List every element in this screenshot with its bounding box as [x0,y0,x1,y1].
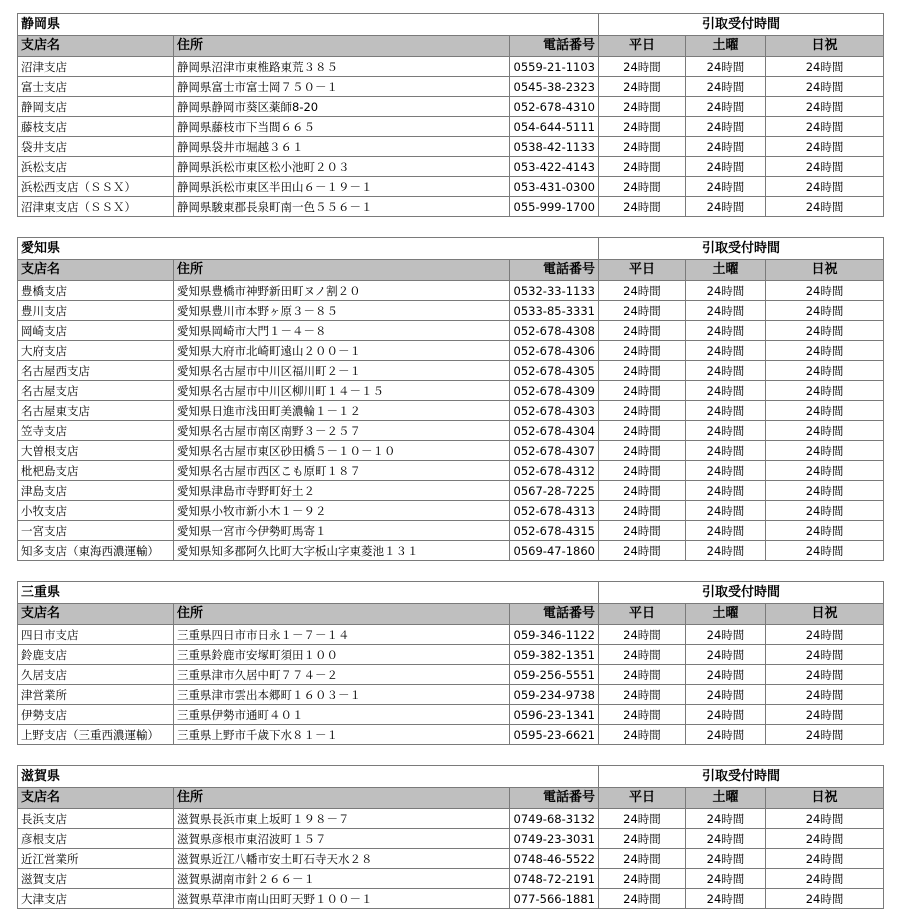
branch-phone: 052-678-4304 [510,421,599,441]
hours-saturday: 24時間 [686,157,766,177]
branch-name: 名古屋支店 [18,381,174,401]
hours-sunday-holiday: 24時間 [766,117,884,137]
prefecture-header-spacer [174,238,599,260]
branch-phone: 052-678-4313 [510,501,599,521]
hours-saturday: 24時間 [686,461,766,481]
header-branch: 支店名 [18,36,174,57]
table-row [18,401,884,421]
branch-address: 静岡県袋井市堀越３６１ [174,137,510,157]
branch-name: 小牧支店 [18,501,174,521]
hours-saturday: 24時間 [686,501,766,521]
header-saturday: 土曜 [686,36,766,57]
hours-title: 引取受付時間 [599,582,884,604]
header-phone: 電話番号 [510,788,599,809]
branch-address: 三重県四日市市日永１－７－１４ [174,625,510,645]
branch-name: 袋井支店 [18,137,174,157]
branch-address: 愛知県津島市寺野町好土２ [174,481,510,501]
hours-saturday: 24時間 [686,441,766,461]
table-row [18,157,884,177]
table-row [18,665,884,685]
branch-phone: 0748-46-5522 [510,849,599,869]
header-phone: 電話番号 [510,36,599,57]
branch-address: 三重県津市雲出本郷町１６０３－１ [174,685,510,705]
table-row [18,461,884,481]
header-weekday: 平日 [599,260,686,281]
hours-saturday: 24時間 [686,381,766,401]
hours-weekday: 24時間 [599,117,686,137]
header-phone: 電話番号 [510,604,599,625]
hours-sunday-holiday: 24時間 [766,157,884,177]
column-header-row [18,604,884,625]
header-sunday-holiday: 日祝 [766,36,884,57]
branch-address: 三重県上野市千歳下水８１－１ [174,725,510,745]
branch-name: 浜松支店 [18,157,174,177]
branch-address: 愛知県岡崎市大門１－４－８ [174,321,510,341]
branch-name: 近江営業所 [18,849,174,869]
table-row [18,521,884,541]
hours-saturday: 24時間 [686,177,766,197]
hours-weekday: 24時間 [599,685,686,705]
prefecture-name: 愛知県 [18,238,174,260]
branch-address: 愛知県豊橋市神野新田町ヌノ割２０ [174,281,510,301]
header-weekday: 平日 [599,788,686,809]
hours-weekday: 24時間 [599,341,686,361]
hours-weekday: 24時間 [599,665,686,685]
hours-weekday: 24時間 [599,97,686,117]
prefecture-header-row [18,766,884,788]
hours-weekday: 24時間 [599,361,686,381]
hours-saturday: 24時間 [686,829,766,849]
hours-sunday-holiday: 24時間 [766,849,884,869]
branch-name: 枇杷島支店 [18,461,174,481]
column-header-row [18,788,884,809]
branch-name: 伊勢支店 [18,705,174,725]
branch-address: 静岡県浜松市東区松小池町２０３ [174,157,510,177]
table-row [18,361,884,381]
branch-phone: 059-234-9738 [510,685,599,705]
prefecture-header-row [18,582,884,604]
hours-saturday: 24時間 [686,725,766,745]
hours-weekday: 24時間 [599,481,686,501]
branch-phone: 059-256-5551 [510,665,599,685]
hours-sunday-holiday: 24時間 [766,541,884,561]
branch-name: 大府支店 [18,341,174,361]
hours-weekday: 24時間 [599,501,686,521]
hours-sunday-holiday: 24時間 [766,401,884,421]
hours-sunday-holiday: 24時間 [766,57,884,77]
table-row [18,77,884,97]
branch-name: 鈴鹿支店 [18,645,174,665]
branch-name: 彦根支店 [18,829,174,849]
hours-sunday-holiday: 24時間 [766,361,884,381]
prefecture-header-spacer [174,582,599,604]
branch-name: 長浜支店 [18,809,174,829]
hours-weekday: 24時間 [599,137,686,157]
hours-title: 引取受付時間 [599,14,884,36]
hours-sunday-holiday: 24時間 [766,869,884,889]
branch-name: 大津支店 [18,889,174,909]
branch-name: 藤枝支店 [18,117,174,137]
table-row [18,117,884,137]
hours-weekday: 24時間 [599,645,686,665]
hours-saturday: 24時間 [686,137,766,157]
hours-sunday-holiday: 24時間 [766,301,884,321]
hours-saturday: 24時間 [686,705,766,725]
branch-phone: 052-678-4312 [510,461,599,481]
branch-phone: 052-678-4307 [510,441,599,461]
hours-weekday: 24時間 [599,725,686,745]
hours-weekday: 24時間 [599,157,686,177]
table-row [18,57,884,77]
hours-sunday-holiday: 24時間 [766,501,884,521]
hours-saturday: 24時間 [686,341,766,361]
branch-address: 愛知県知多郡阿久比町大字板山字東菱池１３１ [174,541,510,561]
table-row [18,849,884,869]
table-row [18,137,884,157]
header-sunday-holiday: 日祝 [766,260,884,281]
hours-weekday: 24時間 [599,461,686,481]
branch-address: 滋賀県近江八幡市安土町石寺天水２８ [174,849,510,869]
header-address: 住所 [174,260,510,281]
branch-name: 上野支店（三重西濃運輸） [18,725,174,745]
branch-phone: 0538-42-1133 [510,137,599,157]
branch-phone: 0545-38-2323 [510,77,599,97]
hours-saturday: 24時間 [686,361,766,381]
hours-weekday: 24時間 [599,625,686,645]
branch-address: 愛知県一宮市今伊勢町馬寄１ [174,521,510,541]
hours-weekday: 24時間 [599,809,686,829]
branch-phone: 052-678-4305 [510,361,599,381]
branch-address: 滋賀県草津市南山田町天野１００－１ [174,889,510,909]
hours-weekday: 24時間 [599,829,686,849]
hours-sunday-holiday: 24時間 [766,665,884,685]
hours-sunday-holiday: 24時間 [766,645,884,665]
branch-phone: 077-566-1881 [510,889,599,909]
branch-phone: 0749-23-3031 [510,829,599,849]
branch-name: 知多支店（東海西濃運輸） [18,541,174,561]
header-branch: 支店名 [18,788,174,809]
hours-sunday-holiday: 24時間 [766,705,884,725]
header-weekday: 平日 [599,604,686,625]
branch-phone: 0595-23-6621 [510,725,599,745]
branch-name: 笠寺支店 [18,421,174,441]
hours-sunday-holiday: 24時間 [766,625,884,645]
table-row [18,441,884,461]
table-row [18,321,884,341]
branch-address: 愛知県豊川市本野ヶ原３－８５ [174,301,510,321]
hours-saturday: 24時間 [686,541,766,561]
branch-phone: 0569-47-1860 [510,541,599,561]
hours-sunday-holiday: 24時間 [766,137,884,157]
branch-address: 愛知県小牧市新小木１－９２ [174,501,510,521]
branch-name: 四日市支店 [18,625,174,645]
table-row [18,645,884,665]
prefecture-name: 滋賀県 [18,766,174,788]
branch-address: 三重県伊勢市通町４０１ [174,705,510,725]
prefecture-name: 三重県 [18,582,174,604]
prefecture-header-spacer [174,766,599,788]
hours-saturday: 24時間 [686,665,766,685]
hours-sunday-holiday: 24時間 [766,177,884,197]
hours-weekday: 24時間 [599,421,686,441]
branch-address: 愛知県名古屋市西区こも原町１８７ [174,461,510,481]
hours-saturday: 24時間 [686,301,766,321]
hours-sunday-holiday: 24時間 [766,809,884,829]
column-header-row [18,260,884,281]
table-row [18,625,884,645]
header-phone: 電話番号 [510,260,599,281]
hours-saturday: 24時間 [686,321,766,341]
hours-weekday: 24時間 [599,849,686,869]
table-row [18,421,884,441]
prefecture-header-row [18,238,884,260]
branch-name: 久居支店 [18,665,174,685]
table-row [18,685,884,705]
header-branch: 支店名 [18,260,174,281]
prefecture-table [17,237,884,561]
header-branch: 支店名 [18,604,174,625]
branch-phone: 0532-33-1133 [510,281,599,301]
section-gap [17,561,883,581]
branch-phone: 052-678-4309 [510,381,599,401]
hours-weekday: 24時間 [599,441,686,461]
branch-phone: 059-346-1122 [510,625,599,645]
branch-name: 一宮支店 [18,521,174,541]
table-row [18,381,884,401]
hours-weekday: 24時間 [599,57,686,77]
prefecture-header-row [18,14,884,36]
table-row [18,197,884,217]
hours-weekday: 24時間 [599,197,686,217]
branch-address: 愛知県名古屋市東区砂田橋５－１０－１０ [174,441,510,461]
branch-address: 静岡県浜松市東区半田山６－１９－１ [174,177,510,197]
branch-address: 静岡県沼津市東椎路東荒３８５ [174,57,510,77]
hours-weekday: 24時間 [599,177,686,197]
hours-weekday: 24時間 [599,301,686,321]
branch-phone: 052-678-4308 [510,321,599,341]
table-row [18,501,884,521]
column-header-row [18,36,884,57]
branch-phone: 052-678-4303 [510,401,599,421]
hours-saturday: 24時間 [686,645,766,665]
branch-phone: 053-422-4143 [510,157,599,177]
header-address: 住所 [174,788,510,809]
prefecture-table [17,581,884,745]
branch-phone: 052-678-4315 [510,521,599,541]
hours-weekday: 24時間 [599,381,686,401]
hours-weekday: 24時間 [599,705,686,725]
hours-saturday: 24時間 [686,197,766,217]
branch-phone: 0749-68-3132 [510,809,599,829]
section-gap [17,217,883,237]
hours-weekday: 24時間 [599,541,686,561]
branch-name: 大曽根支店 [18,441,174,461]
header-weekday: 平日 [599,36,686,57]
section-gap [17,745,883,765]
table-row [18,869,884,889]
hours-sunday-holiday: 24時間 [766,281,884,301]
hours-sunday-holiday: 24時間 [766,829,884,849]
branch-name: 豊橋支店 [18,281,174,301]
hours-sunday-holiday: 24時間 [766,461,884,481]
header-sunday-holiday: 日祝 [766,604,884,625]
hours-sunday-holiday: 24時間 [766,481,884,501]
hours-saturday: 24時間 [686,809,766,829]
branch-name: 富士支店 [18,77,174,97]
branch-address: 愛知県日進市浅田町美濃輪１－１２ [174,401,510,421]
hours-weekday: 24時間 [599,889,686,909]
hours-sunday-holiday: 24時間 [766,341,884,361]
header-saturday: 土曜 [686,788,766,809]
branch-name: 名古屋西支店 [18,361,174,381]
prefecture-table [17,765,884,909]
header-saturday: 土曜 [686,260,766,281]
branch-address: 静岡県静岡市葵区薬師8-20 [174,97,510,117]
hours-saturday: 24時間 [686,869,766,889]
branch-phone: 055-999-1700 [510,197,599,217]
hours-weekday: 24時間 [599,321,686,341]
hours-weekday: 24時間 [599,77,686,97]
branch-name: 名古屋東支店 [18,401,174,421]
hours-saturday: 24時間 [686,97,766,117]
hours-saturday: 24時間 [686,685,766,705]
branch-address: 三重県鈴鹿市安塚町須田１００ [174,645,510,665]
hours-weekday: 24時間 [599,401,686,421]
hours-sunday-holiday: 24時間 [766,381,884,401]
branch-name: 沼津東支店（ＳＳＸ） [18,197,174,217]
hours-sunday-holiday: 24時間 [766,685,884,705]
table-row [18,481,884,501]
hours-title: 引取受付時間 [599,766,884,788]
branch-name: 静岡支店 [18,97,174,117]
hours-saturday: 24時間 [686,421,766,441]
hours-saturday: 24時間 [686,57,766,77]
table-row [18,809,884,829]
prefecture-name: 静岡県 [18,14,174,36]
hours-sunday-holiday: 24時間 [766,889,884,909]
header-sunday-holiday: 日祝 [766,788,884,809]
branch-name: 岡崎支店 [18,321,174,341]
hours-sunday-holiday: 24時間 [766,77,884,97]
hours-weekday: 24時間 [599,869,686,889]
branch-address: 静岡県藤枝市下当間６６５ [174,117,510,137]
hours-saturday: 24時間 [686,281,766,301]
branch-phone: 054-644-5111 [510,117,599,137]
branch-address: 愛知県大府市北崎町遠山２００－１ [174,341,510,361]
branch-address: 滋賀県彦根市東沼波町１５７ [174,829,510,849]
branch-phone: 0748-72-2191 [510,869,599,889]
hours-saturday: 24時間 [686,521,766,541]
prefecture-table [17,13,884,217]
branch-name: 豊川支店 [18,301,174,321]
hours-sunday-holiday: 24時間 [766,97,884,117]
hours-weekday: 24時間 [599,521,686,541]
hours-sunday-holiday: 24時間 [766,421,884,441]
hours-sunday-holiday: 24時間 [766,197,884,217]
hours-weekday: 24時間 [599,281,686,301]
branch-name: 浜松西支店（ＳＳＸ） [18,177,174,197]
hours-saturday: 24時間 [686,401,766,421]
hours-saturday: 24時間 [686,117,766,137]
branch-phone: 059-382-1351 [510,645,599,665]
branch-phone: 0567-28-7225 [510,481,599,501]
branch-name: 津島支店 [18,481,174,501]
hours-saturday: 24時間 [686,889,766,909]
branch-phone: 052-678-4310 [510,97,599,117]
header-address: 住所 [174,36,510,57]
branch-directory [17,13,883,909]
branch-name: 滋賀支店 [18,869,174,889]
hours-saturday: 24時間 [686,481,766,501]
table-row [18,889,884,909]
branch-phone: 0596-23-1341 [510,705,599,725]
hours-sunday-holiday: 24時間 [766,521,884,541]
hours-saturday: 24時間 [686,849,766,869]
branch-address: 滋賀県長浜市東上坂町１９８－７ [174,809,510,829]
branch-address: 愛知県名古屋市中川区福川町２－１ [174,361,510,381]
hours-saturday: 24時間 [686,77,766,97]
branch-address: 愛知県名古屋市中川区柳川町１４－１５ [174,381,510,401]
prefecture-header-spacer [174,14,599,36]
branch-address: 静岡県駿東郡長泉町南一色５５６－１ [174,197,510,217]
branch-phone: 053-431-0300 [510,177,599,197]
table-row [18,177,884,197]
branch-name: 沼津支店 [18,57,174,77]
table-row [18,341,884,361]
table-row [18,301,884,321]
hours-saturday: 24時間 [686,625,766,645]
branch-address: 静岡県富士市富士岡７５０－１ [174,77,510,97]
header-saturday: 土曜 [686,604,766,625]
header-address: 住所 [174,604,510,625]
table-row [18,725,884,745]
hours-sunday-holiday: 24時間 [766,725,884,745]
branch-phone: 052-678-4306 [510,341,599,361]
branch-address: 三重県津市久居中町７７４－２ [174,665,510,685]
table-row [18,281,884,301]
hours-sunday-holiday: 24時間 [766,441,884,461]
branch-phone: 0533-85-3331 [510,301,599,321]
branch-address: 愛知県名古屋市南区南野３－２５７ [174,421,510,441]
branch-name: 津営業所 [18,685,174,705]
table-row [18,97,884,117]
hours-title: 引取受付時間 [599,238,884,260]
branch-address: 滋賀県湖南市針２６６－１ [174,869,510,889]
table-row [18,829,884,849]
table-row [18,541,884,561]
branch-phone: 0559-21-1103 [510,57,599,77]
table-row [18,705,884,725]
hours-sunday-holiday: 24時間 [766,321,884,341]
